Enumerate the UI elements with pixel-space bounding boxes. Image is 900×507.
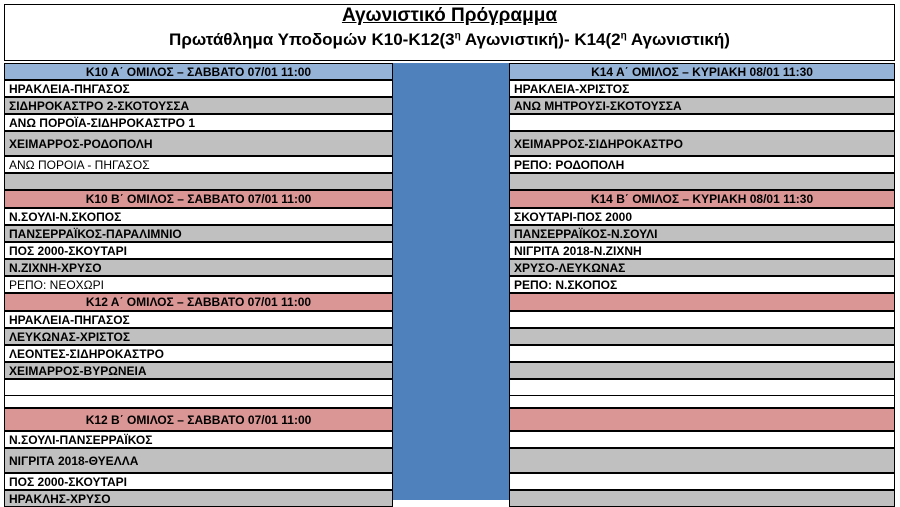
match-row: ΑΝΩ ΠΟΡΟΪΑ-ΣΙΔΗΡΟΚΑΣΤΡΟ 1: [4, 114, 393, 131]
match-row: ΠΟΣ 2000-ΣΚΟΥΤΑΡΙ: [4, 473, 393, 490]
match-row: ΣΙΔΗΡΟΚΑΣΤΡΟ 2-ΣΚΟΤΟΥΣΣΑ: [4, 97, 393, 114]
match-row: ΗΡΑΚΛΕΙΑ-ΠΗΓΑΣΟΣ: [4, 80, 393, 97]
match-row: ΧΕΙΜΑΡΡΟΣ-ΒΥΡΩΝΕΙΑ: [4, 362, 393, 379]
blank-row: [509, 490, 895, 507]
subtitle-sup-1: η: [454, 30, 461, 42]
page-subtitle: [4, 30, 895, 50]
subtitle-part-1: Πρωτάθλημα Υποδομών Κ10-Κ12(3: [169, 30, 455, 49]
middle-band: [393, 63, 509, 500]
match-row: ΡΕΠΟ: ΝΕΟΧΩΡΙ: [4, 276, 393, 293]
group-header-k14a: Κ14 Α΄ ΟΜΙΛΟΣ – ΚΥΡΙΑΚΗ 08/01 11:30: [509, 63, 895, 80]
match-row: ΑΝΩ ΠΟΡΟΙΑ - ΠΗΓΑΣΟΣ: [4, 156, 393, 173]
page-title: Αγωνιστικό Πρόγραμμα: [341, 5, 558, 26]
match-row: ΗΡΑΚΛΕΙΑ-ΠΗΓΑΣΟΣ: [4, 311, 393, 328]
match-row: ΠΟΣ 2000-ΣΚΟΥΤΑΡΙ: [4, 242, 393, 259]
match-row: [4, 396, 393, 408]
blank-row: [509, 473, 895, 490]
match-row: Ν.ΣΟΥΛΙ-Ν.ΣΚΟΠΟΣ: [4, 208, 393, 225]
subtitle-part-3: Αγωνιστική): [626, 30, 730, 49]
match-row: ΡΕΠΟ: Ν.ΣΚΟΠΟΣ: [509, 276, 895, 293]
blank-row: [509, 362, 895, 379]
match-row: ΣΚΟΥΤΑΡΙ-ΠΟΣ 2000: [509, 208, 895, 225]
blank-row: [509, 431, 895, 448]
match-row: ΡΕΠΟ: ΡΟΔΟΠΟΛΗ: [509, 156, 895, 173]
match-row: Ν.ΖΙΧΝΗ-ΧΡΥΣΟ: [4, 259, 393, 276]
blank-row: [509, 379, 895, 396]
match-row: [4, 173, 393, 190]
blank-row: [509, 345, 895, 362]
blank-row: [509, 311, 895, 328]
match-row: Ν.ΣΟΥΛΙ-ΠΑΝΣΕΡΡΑΪΚΟΣ: [4, 431, 393, 448]
match-row: ΠΑΝΣΕΡΡΑΪΚΟΣ-ΠΑΡΑΛΙΜΝΙΟ: [4, 225, 393, 242]
match-row: ΠΑΝΣΕΡΡΑΪΚΟΣ-Ν.ΣΟΥΛΙ: [509, 225, 895, 242]
subtitle-sup-2: η: [620, 30, 627, 42]
match-row: [509, 114, 895, 131]
match-row: ΑΝΩ ΜΗΤΡΟΥΣΙ-ΣΚΟΤΟΥΣΣΑ: [509, 97, 895, 114]
match-row: [4, 379, 393, 396]
group-header-k10b: Κ10 Β΄ ΟΜΙΛΟΣ – ΣΑΒΒΑΤΟ 07/01 11:00: [4, 190, 393, 208]
match-row: ΧΕΙΜΑΡΡΟΣ-ΣΙΔΗΡΟΚΑΣΤΡΟ: [509, 131, 895, 156]
group-header-k10a: Κ10 Α΄ ΟΜΙΛΟΣ – ΣΑΒΒΑΤΟ 07/01 11:00: [4, 63, 393, 80]
match-row: ΛΕΥΚΩΝΑΣ-ΧΡΙΣΤΟΣ: [4, 328, 393, 345]
match-row: ΛΕΟΝΤΕΣ-ΣΙΔΗΡΟΚΑΣΤΡΟ: [4, 345, 393, 362]
group-header-k12a: Κ12 Α΄ ΟΜΙΛΟΣ – ΣΑΒΒΑΤΟ 07/01 11:00: [4, 293, 393, 311]
match-row: ΧΕΙΜΑΡΡΟΣ-ΡΟΔΟΠΟΛΗ: [4, 131, 393, 156]
blank-group-header: [509, 408, 895, 431]
subtitle-part-2: Αγωνιστική)- Κ14(2: [460, 30, 621, 49]
match-row: ΗΡΑΚΛΗΣ-ΧΡΥΣΟ: [4, 490, 393, 507]
match-row: ΗΡΑΚΛΕΙΑ-ΧΡΙΣΤΟΣ: [509, 80, 895, 97]
blank-group-header: [509, 293, 895, 311]
blank-row: [509, 448, 895, 473]
group-header-k12b: Κ12 Β΄ ΟΜΙΛΟΣ – ΣΑΒΒΑΤΟ 07/01 11:00: [4, 408, 393, 431]
blank-row: [509, 396, 895, 408]
blank-row: [509, 328, 895, 345]
match-row: [509, 173, 895, 190]
match-row: ΝΙΓΡΙΤΑ 2018-ΘΥΕΛΛΑ: [4, 448, 393, 473]
match-row: ΝΙΓΡΙΤΑ 2018-Ν.ΖΙΧΝΗ: [509, 242, 895, 259]
match-row: ΧΡΥΣΟ-ΛΕΥΚΩΝΑΣ: [509, 259, 895, 276]
group-header-k14b: Κ14 Β΄ ΟΜΙΛΟΣ – ΚΥΡΙΑΚΗ 08/01 11:30: [509, 190, 895, 208]
